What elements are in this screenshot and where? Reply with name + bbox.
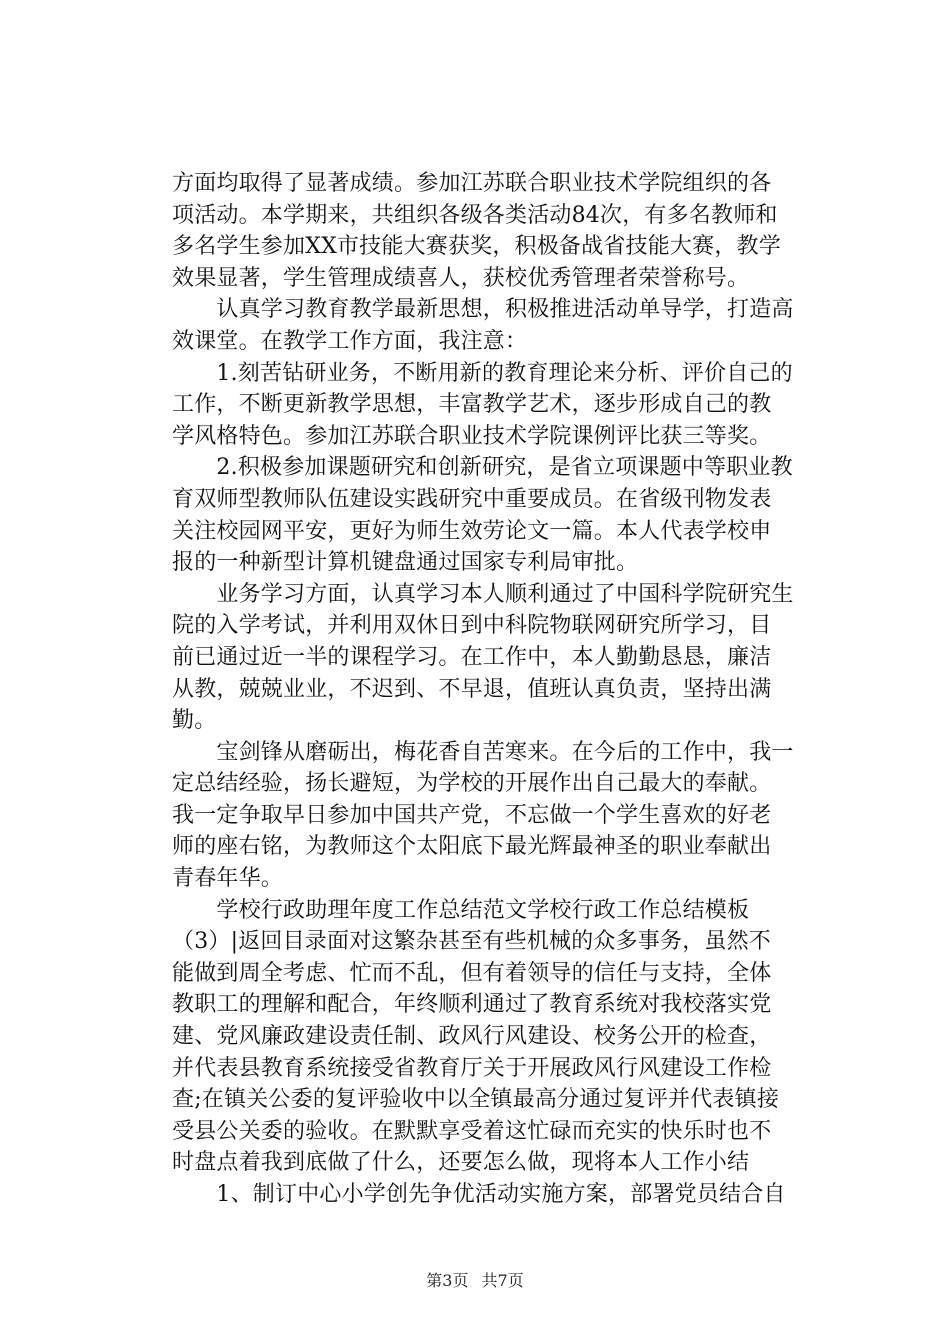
text-line: 院的入学考试，并利用双休日到中科院物联网研究所学习，目 <box>172 613 772 639</box>
text-line: 效课堂。在教学工作方面，我注意： <box>172 328 528 354</box>
text-line: 认真学习教育教学最新思想，积极推进活动单导学，打造高 <box>172 297 794 323</box>
text-line: 1、制订中心小学创先争优活动实施方案，部署党员结合自 <box>172 1182 786 1207</box>
text-line: 从教，兢兢业业，不迟到、不早退，值班认真负责，坚持出满 <box>172 676 772 702</box>
text-line: 多名学生参加XX市技能大赛获奖，积极备战省技能大赛，教学 <box>172 234 781 260</box>
page-footer <box>0 1268 950 1291</box>
text-line: 定总结经验，扬长避短，为学校的开展作出自己最大的奉献。 <box>172 771 772 797</box>
text-line: （3）|返回目录面对这繁杂甚至有些机械的众多事务，虽然不 <box>172 929 772 955</box>
text-line: 能做到周全考虑、忙而不乱，但有着领导的信任与支持，全体 <box>172 960 772 986</box>
text-line: 业务学习方面，认真学习本人顺利通过了中国科学院研究生 <box>172 581 794 607</box>
text-line: 报的一种新型计算机键盘通过国家专利局审批。 <box>172 550 639 576</box>
text-line: 育双师型教师队伍建设实践研究中重要成员。在省级刊物发表 <box>172 486 772 512</box>
text-line: 学风格特色。参加江苏联合职业技术学院课例评比获三等奖。 <box>172 423 772 449</box>
text-line: 勤。 <box>172 708 217 734</box>
text-line: 受县公关委的验收。在默默享受着这忙碌而充实的快乐时也不 <box>172 1118 772 1144</box>
text-line: 方面均取得了显著成绩。参加江苏联合职业技术学院组织的各 <box>172 171 772 196</box>
text-line: 宝剑锋从磨砺出，梅花香自苦寒来。在今后的工作中，我一 <box>172 739 794 765</box>
text-line: 前已通过近一半的课程学习。在工作中，本人勤勤恳恳，廉洁 <box>172 644 772 670</box>
text-line: 青春年华。 <box>172 866 284 892</box>
text-line: 时盘点着我到底做了什么，还要怎么做，现将本人工作小结 <box>172 1150 750 1176</box>
text-line: 关注校园网平安，更好为师生效劳论文一篇。本人代表学校申 <box>172 518 772 544</box>
text-line: 我一定争取早日参加中国共产党，不忘做一个学生喜欢的好老 <box>172 802 772 828</box>
text-line: 项活动。本学期来，共组织各级各类活动84次，有多名教师和 <box>172 202 778 228</box>
text-line: 师的座右铭，为教师这个太阳底下最光辉最神圣的职业奉献出 <box>172 834 772 860</box>
text-line: 1.刻苦钻研业务，不断用新的教育理论来分析、评价自己的 <box>172 360 793 386</box>
text-line: 学校行政助理年度工作总结范文学校行政工作总结模板 <box>172 897 750 923</box>
text-line: 并代表县教育系统接受省教育厅关于开展政风行风建设工作检 <box>172 1055 772 1081</box>
text-line: 建、党风廉政建设责任制、政风行风建设、校务公开的检查， <box>172 1024 772 1050</box>
page-number: 第3页 <box>426 1271 469 1290</box>
page-total: 共7页 <box>481 1271 524 1290</box>
text-line: 查;在镇关公委的复评验收中以全镇最高分通过复评并代表镇接 <box>172 1087 780 1113</box>
text-line: 工作，不断更新教学思想，丰富教学艺术，逐步形成自己的教 <box>172 392 772 418</box>
text-line: 2.积极参加课题研究和创新研究，是省立项课题中等职业教 <box>172 455 793 481</box>
text-line: 教职工的理解和配合，年终顺利通过了教育系统对我校落实党 <box>172 992 772 1018</box>
document-body <box>172 168 832 1211</box>
text-line: 效果显著，学生管理成绩喜人，获校优秀管理者荣誉称号。 <box>172 265 750 291</box>
